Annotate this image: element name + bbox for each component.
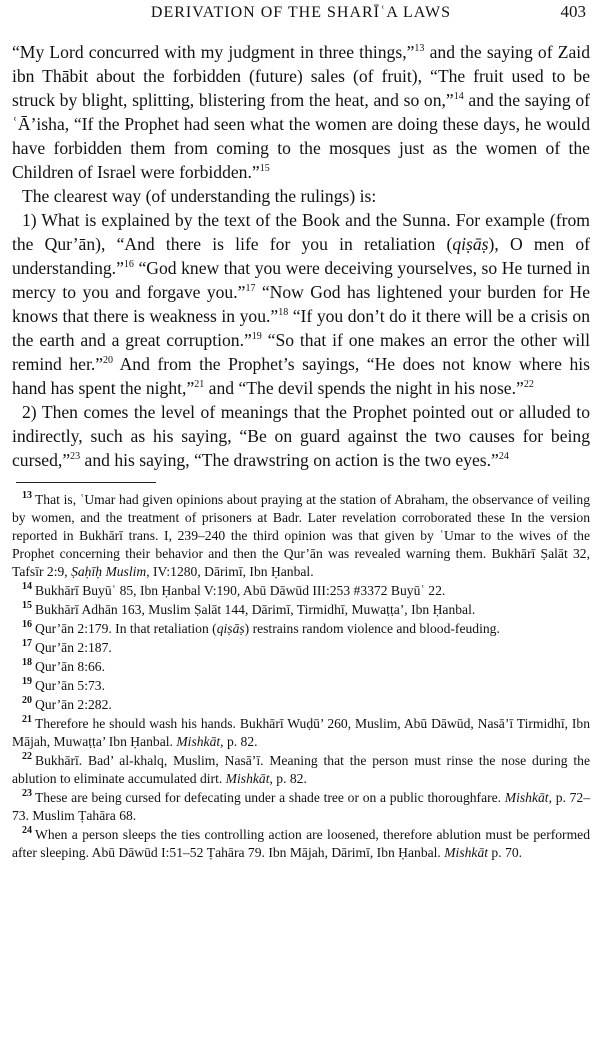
footnote-ref-18[interactable]: 18 bbox=[278, 307, 289, 319]
paragraph-3: 1) What is explained by the text of the Book and the Sunna. For example (from the Qur’ān), “And there is life for you in retaliation (qiṣāṣ), O men of understanding.”$^{16}$ “God knew that you were deceiving yourselves, so He turned in mercy to you and forgave you.”$^{17}$ “Now God has lightened your burden for He knows that there is weakness in you.”$^{18}$ “If you don’t do it there will be a crisis on the earth and a great corruption.”$^{19}$ “So that if one makes an error the other will remind her.”$^{20}$ And from the Prophet’s sayings, “He does not know where his hand has spent the night,”$^{21}$ and “The devil spends the night in his nose.”$^{22}$ bbox=[12, 210, 591, 398]
footnote-14: $^{14}$ Bukhārī Buyūʿ 85, Ibn Ḥanbal V:190, Abū Dāwūd III:253 #3372 Buyūʿ 22. bbox=[22, 581, 446, 598]
footnote-ref-14[interactable]: 14 bbox=[453, 91, 464, 103]
page-header bbox=[12, 0, 590, 34]
paragraph-4: 2) Then comes the level of meanings that the Prophet pointed out or alluded to indirectly, such as his saying, “Be on guard against the two causes for being cursed,”$^{23}$ and his saying, “The drawstring on action is the two eyes.”$^{24}$ bbox=[12, 402, 590, 470]
footnote-20: $^{20}$ Qur’ān 2:282. bbox=[22, 695, 112, 712]
footnote-15: $^{15}$ Bukhārī Adhān 163, Muslim Ṣalāt 144, Dārimī, Tirmidhī, Muwaṭṭa’, Ibn Ḥanbal. bbox=[22, 600, 476, 617]
running-head: DERIVATION OF THE SHARĪʿA LAWS bbox=[150, 4, 452, 21]
footnote-ref-24[interactable]: 24 bbox=[498, 451, 509, 463]
footnote-ref-16[interactable]: 16 bbox=[123, 259, 134, 271]
footnotes bbox=[12, 491, 590, 862]
footnote-13: $^{13}$ That is, ʿUmar had given opinions about praying at the station of Abraham, the observance of veiling by women, and the treatment of prisoners at Badr. Later revelation corroborated these In the version reported in Bukhārī trans. I, 239–240 the third opinion was that given by ʿUmar to the wives of the Prophet concerning their behavior and then the Qur’ān was revealed warning them. Bukhārī Ṣalāt 32, Tafsīr 2:9, Ṣaḥīḥ Muslim, IV:1280, Dārimī, Ibn Ḥanbal. bbox=[12, 490, 590, 579]
footnote-ref-17[interactable]: 17 bbox=[245, 283, 256, 295]
footnote-19: $^{19}$ Qur’ān 5:73. bbox=[22, 676, 105, 693]
page-number: 403 bbox=[560, 2, 586, 21]
paragraph-1: “My Lord concurred with my judgment in three things,”$^{13}$ and the saying of Zaid ibn Thābit about the forbidden (future) sales (of fruit), “The fruit used to be struck by blight, splitting, blistering from the heat, and so on,”$^{14}$ and the saying of ʿĀ’isha, “If the Prophet had seen what the women are doing these days, he would have forbidden them from coming to the mosques just as the women of the Children of Israel were forbidden.”$^{15}$ bbox=[12, 42, 590, 182]
footnote-ref-22[interactable]: 22 bbox=[523, 379, 534, 391]
footnote-divider bbox=[16, 482, 156, 483]
footnote-ref-23[interactable]: 23 bbox=[70, 451, 81, 463]
main-text bbox=[12, 40, 590, 472]
paragraph-2: The clearest way (of understanding the rulings) is: bbox=[22, 186, 377, 206]
footnote-ref-19[interactable]: 19 bbox=[251, 331, 262, 343]
footnote-22: $^{22}$ Bukhārī. Bad’ al-khalq, Muslim, Nasā’ī. Meaning that the person must rinse the nose during the ablution to eliminate accumulated dirt. Mishkāt, p. 82. bbox=[12, 751, 590, 786]
footnote-18: $^{18}$ Qur’ān 8:66. bbox=[22, 657, 105, 674]
footnote-23: $^{23}$ These are being cursed for defecating under a shade tree or on a public thoroughfare. Mishkāt, p. 72–73. Muslim Ṭahāra 68. bbox=[12, 788, 590, 823]
footnote-ref-20[interactable]: 20 bbox=[103, 355, 114, 367]
footnote-ref-21[interactable]: 21 bbox=[194, 379, 205, 391]
footnote-21: $^{21}$ Therefore he should wash his hands. Bukhārī Wuḍū’ 260, Muslim, Abū Dāwūd, Nasā’ī Tirmidhī, Ibn Mājah, Muwaṭṭa’ Ibn Ḥanbal. Mishkāt, p. 82. bbox=[12, 714, 590, 749]
footnote-17: $^{17}$ Qur’ān 2:187. bbox=[22, 638, 112, 655]
footnote-24: $^{24}$ When a person sleeps the ties controlling action are loosened, therefore ablution must be performed after sleeping. Abū Dāwūd I:51–52 Ṭahāra 79. Ibn Mājah, Dārimī, Ibn Ḥanbal. Mishkāt p. 70. bbox=[12, 825, 590, 860]
footnote-ref-13[interactable]: 13 bbox=[414, 43, 425, 55]
footnote-16: $^{16}$ Qur’ān 2:179. In that retaliation (qiṣāṣ) restrains random violence and blood-feuding. bbox=[22, 619, 500, 636]
footnote-ref-15[interactable]: 15 bbox=[259, 163, 270, 175]
